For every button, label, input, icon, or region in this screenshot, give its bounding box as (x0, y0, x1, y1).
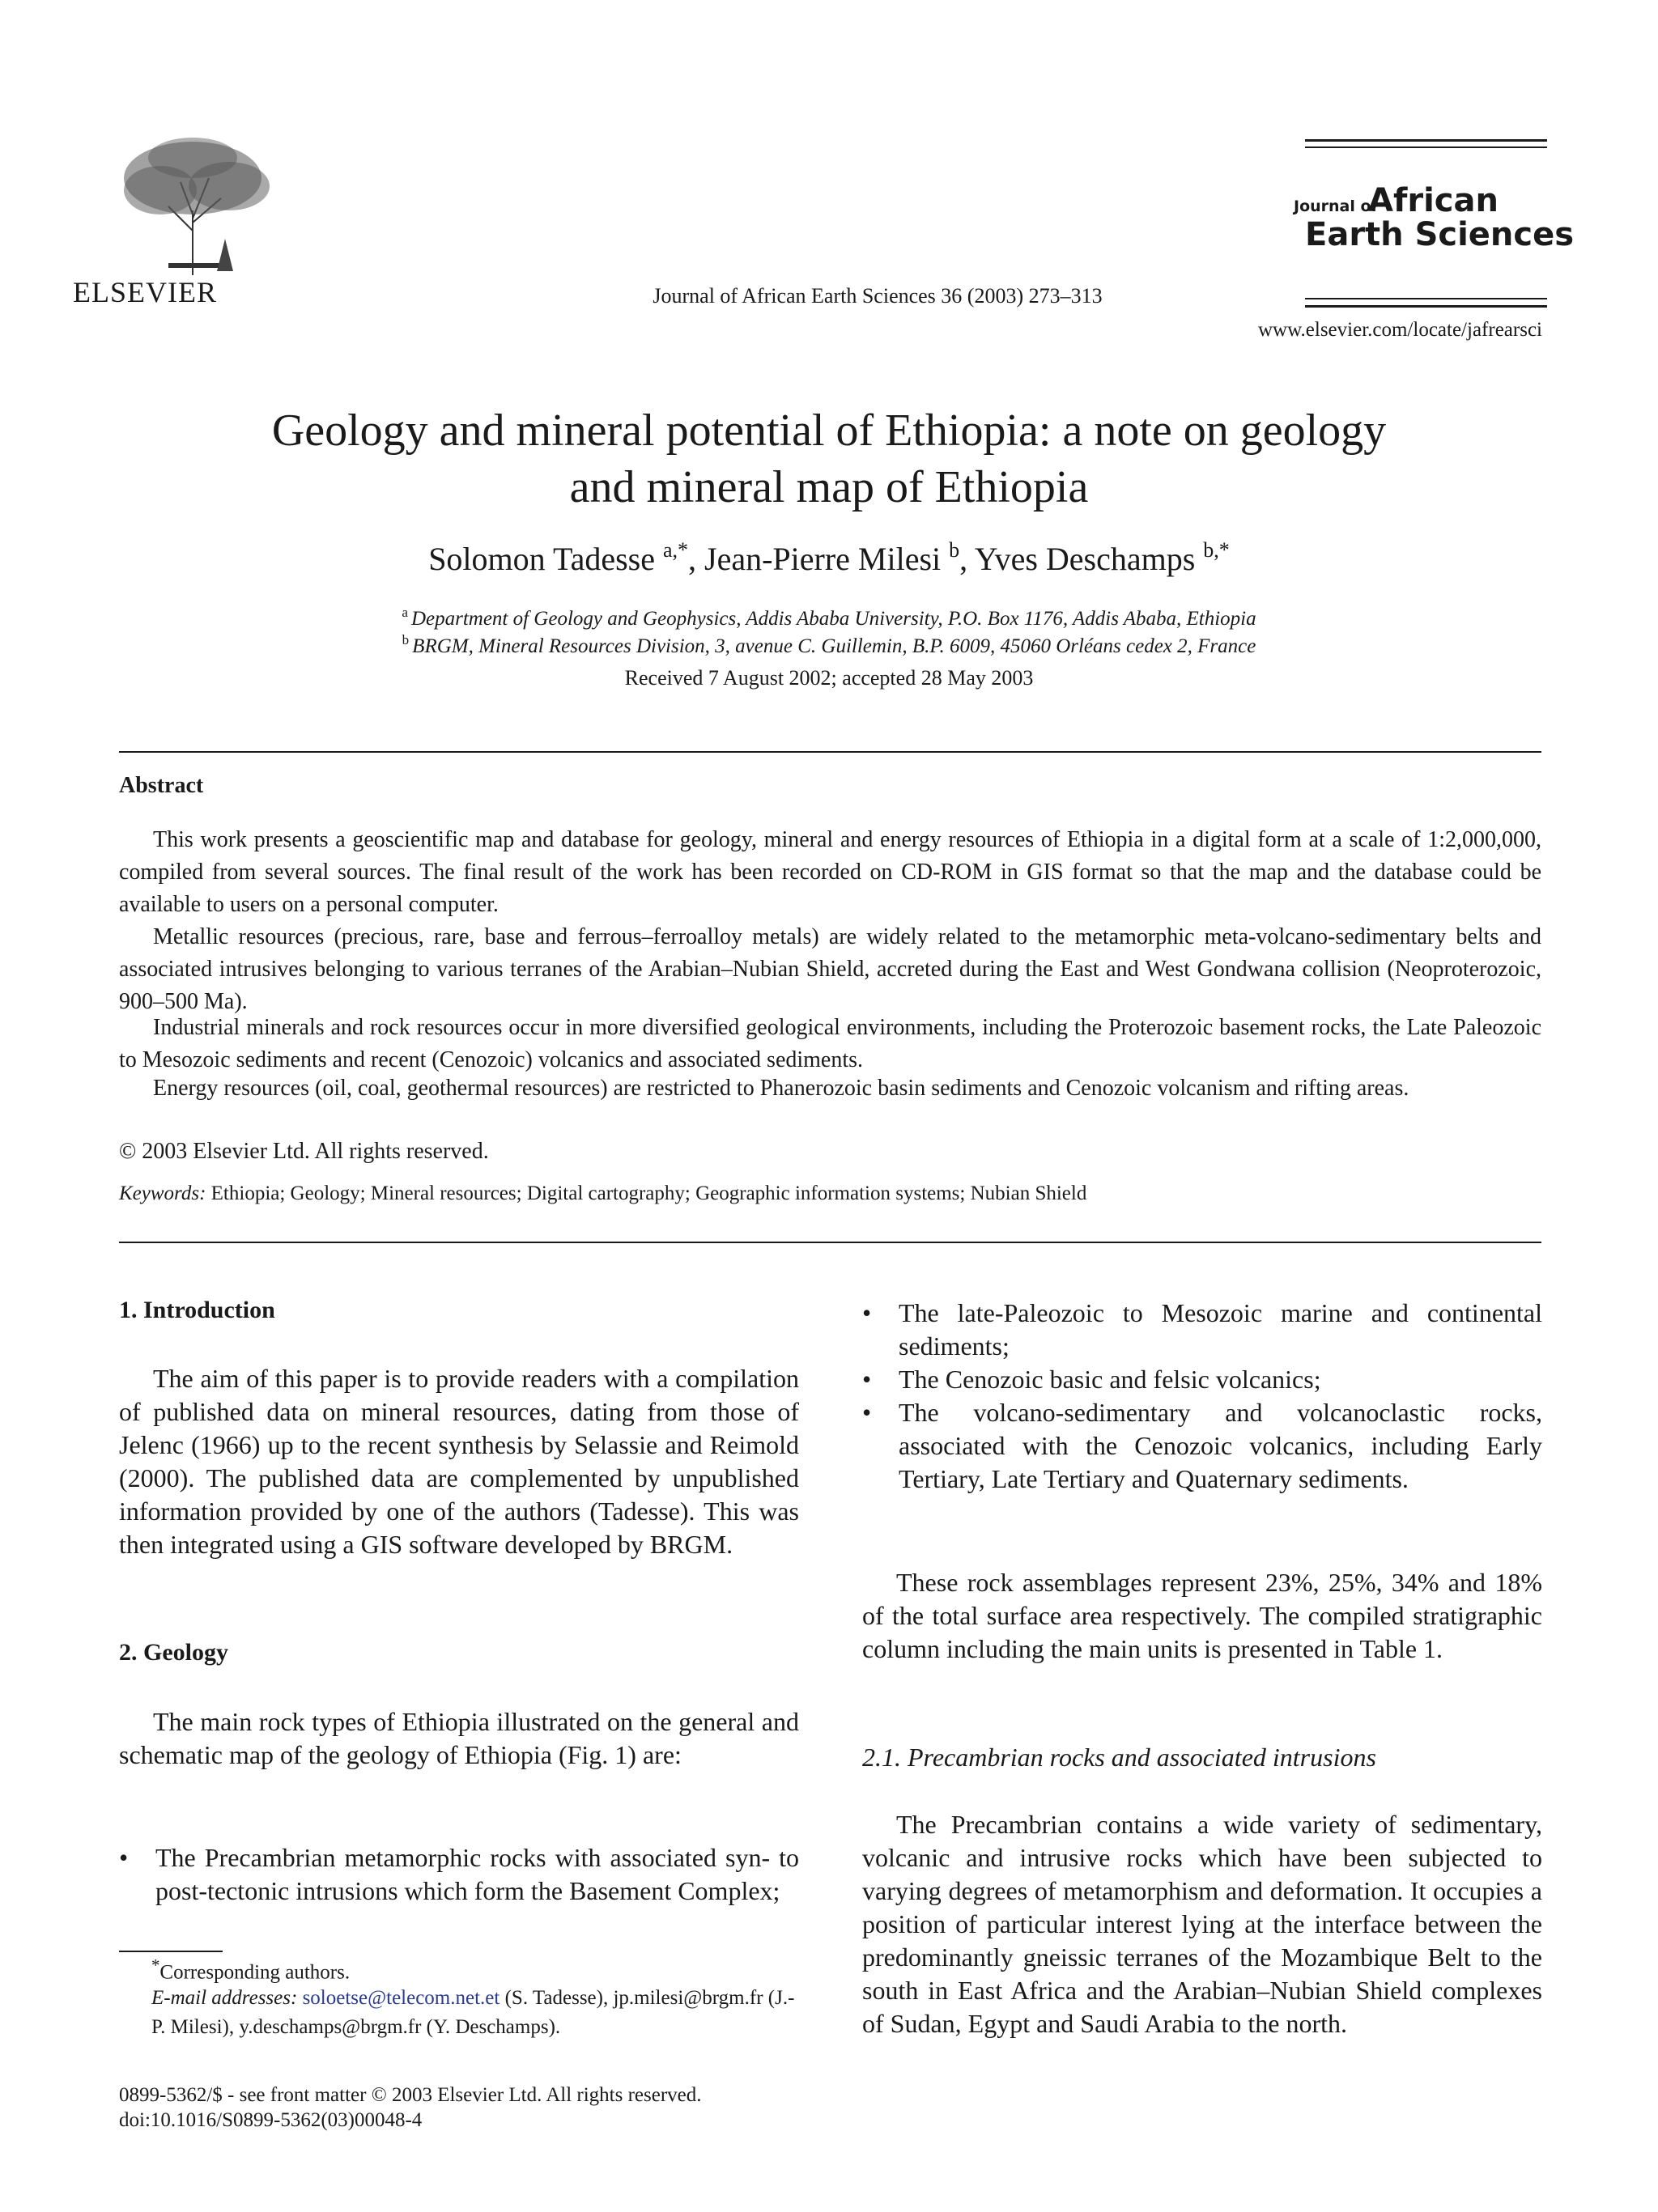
title-line-1: Geology and mineral potential of Ethiopia: a note on geology (271, 405, 1387, 456)
abstract-rule-bottom (119, 1242, 1541, 1243)
bullet-glyph: • (119, 1843, 129, 1872)
bullet-1-text: The Precambrian metamorphic rocks with associated syn- to post-tectonic intrusions which form the Basement Complex; (155, 1843, 799, 1905)
bullet-glyph: • (862, 1398, 872, 1427)
footnote-emails (151, 1984, 799, 2042)
abstract-paragraph-3: Industrial minerals and rock resources occur in more diversified geological environments, including the Proterozoic basement rocks, the Late Paleozoic to Mesozoic sediments and recent (Cenozoic) volcanics and associated sediments. (119, 1015, 1541, 1072)
affiliation-b-mark: b (402, 632, 410, 647)
abstract-paragraph-1: This work presents a geoscientific map and database for geology, mineral and energy resources of Ethiopia in a digital form at a scale of 1:2,000,000, compiled from several sources. The final result of the work has been recorded on CD-ROM in GIS format so that the map and the database could be available to users on a personal computer. (119, 827, 1541, 917)
bullet-glyph: • (862, 1298, 872, 1327)
footnote-mark: * (151, 1955, 160, 1975)
footnote-corresponding (151, 1955, 350, 1984)
journal-title-prefix: Journal of (1294, 197, 1378, 215)
title-line-2: and mineral map of Ethiopia (569, 462, 1089, 512)
precambrian-paragraph: The Precambrian contains a wide variety of sedimentary, volcanic and intrusive rocks which have been subjected to varying degrees of metamorphism and deformation. It occupies a position of particular interest lying at the interface between the predominantly gneissic terranes of the Mozambique Belt to the south in East Africa and the Arabian–Nubian Shield complexes of Sudan, Egypt and Saudi Arabia to the north. (862, 1810, 1542, 2038)
affiliation-a (0, 605, 1658, 630)
rock-type-bullet-2 (862, 1297, 1542, 1363)
footnote-email-label: E-mail addresses: (151, 1987, 298, 2009)
abstract-rule-top (119, 751, 1541, 753)
author-tadesse-mark: a,* (662, 538, 689, 562)
keywords-list: Ethiopia; Geology; Mineral resources; Digital cartography; Geographic information systems; Nubian Shield (210, 1182, 1087, 1204)
footer-issn: 0899-5362/$ - see front matter © 2003 Elsevier Ltd. All rights reserved. (119, 2084, 702, 2106)
article-title (0, 402, 1658, 516)
introduction-paragraph: The aim of this paper is to provide readers with a compilation of published data on mineral resources, dating from those of Jelenc (1966) up to the recent synthesis by Selassie and Reimold (2000). The published data are complemented by unpublished information provided by one of the authors (Tadesse). This was then integrated using a GIS software developed by BRGM. (119, 1364, 799, 1559)
rock-type-bullet-1 (119, 1841, 799, 1947)
journal-url[interactable]: www.elsevier.com/locate/jafrearsci (1258, 319, 1542, 341)
rock-assemblage-paragraph: These rock assemblages represent 23%, 25%, 34% and 18% of the total surface area respectively. The compiled stratigraphic column including the main units is presented in Table 1. (862, 1568, 1542, 1663)
elsevier-tree-logo (112, 134, 278, 279)
footnote-corresponding-text: Corresponding authors. (159, 1961, 351, 1984)
rock-type-bullet-3 (862, 1363, 1542, 1396)
abstract-paragraph-4: Energy resources (oil, coal, geothermal resources) are restricted to Phanerozoic basin sediments and Cenozoic volcanism and rifting areas. (153, 1076, 1409, 1101)
bullet-glyph: • (862, 1365, 872, 1394)
journal-title-earth-sciences: Earth Sciences (1305, 216, 1575, 253)
journal-title-rule-bottom2 (1305, 305, 1547, 308)
abstract-paragraph-2: Metallic resources (precious, rare, base and ferrous–ferroalloy metals) are widely related to the metamorphic meta-volcano-sedimentary belts and associated intrusives belonging to various terranes of the Arabian–Nubian Shield, accreted during the East and West Gondwana collision (Neoproterozoic, 900–500 Ma). (119, 924, 1541, 1014)
affiliation-b (0, 632, 1658, 658)
author-deschamps: , Yves Deschamps (959, 541, 1196, 577)
abstract-heading: Abstract (119, 773, 204, 798)
section-geology-heading: 2. Geology (119, 1639, 228, 1666)
journal-title-rule-top (1305, 139, 1547, 142)
keywords (119, 1182, 1086, 1205)
author-milesi: , Jean-Pierre Milesi (688, 541, 942, 577)
author-list (0, 538, 1658, 578)
footnote-rule (119, 1951, 223, 1952)
abstract-copyright: © 2003 Elsevier Ltd. All rights reserved. (119, 1139, 489, 1164)
affiliation-b-text: BRGM, Mineral Resources Division, 3, avenue C. Guillemin, B.P. 6009, 45060 Orléans cedex 2, France (412, 635, 1256, 657)
journal-title-rule-top2 (1305, 146, 1547, 148)
author-tadesse: Solomon Tadesse (428, 541, 655, 577)
bullet-2-text: The late-Paleozoic to Mesozoic marine and continental sediments; (899, 1298, 1542, 1361)
email-link-tadesse[interactable]: soloetse@telecom.net.et (302, 1987, 500, 2009)
section-introduction-heading: 1. Introduction (119, 1297, 275, 1323)
affiliation-a-mark: a (402, 605, 408, 620)
footer-doi[interactable]: doi:10.1016/S0899-5362(03)00048-4 (119, 2109, 423, 2131)
author-milesi-mark: b (949, 538, 960, 562)
received-dates: Received 7 August 2002; accepted 28 May 2003 (624, 666, 1034, 690)
keywords-label: Keywords: (119, 1182, 206, 1204)
publisher-name: ELSEVIER (73, 276, 217, 308)
bullet-4-text: The volcano-sedimentary and volcanoclastic rocks, associated with the Cenozoic volcanics, including Early Tertiary, Late Tertiary and Quaternary sediments. (899, 1398, 1542, 1493)
journal-title-african: African (1368, 182, 1499, 219)
subsection-precambrian-heading: 2.1. Precambrian rocks and associated intrusions (862, 1743, 1376, 1772)
journal-title-rule-bottom (1305, 298, 1547, 299)
footnote-email-rest: (S. Tadesse), jp.milesi@brgm.fr (J.-P. Milesi), y.deschamps@brgm.fr (Y. Deschamps). (151, 1987, 795, 2038)
journal-citation: Journal of African Earth Sciences 36 (2003) 273–313 (653, 284, 1103, 308)
geology-paragraph: The main rock types of Ethiopia illustrated on the general and schematic map of the geology of Ethiopia (Fig. 1) are: (119, 1707, 799, 1769)
rock-type-bullet-4 (862, 1396, 1542, 1529)
bullet-3-text: The Cenozoic basic and felsic volcanics; (899, 1365, 1321, 1394)
author-deschamps-mark: b,* (1203, 538, 1230, 562)
affiliation-a-text: Department of Geology and Geophysics, Addis Ababa University, P.O. Box 1176, Addis Ababa, Ethiopia (410, 608, 1256, 630)
